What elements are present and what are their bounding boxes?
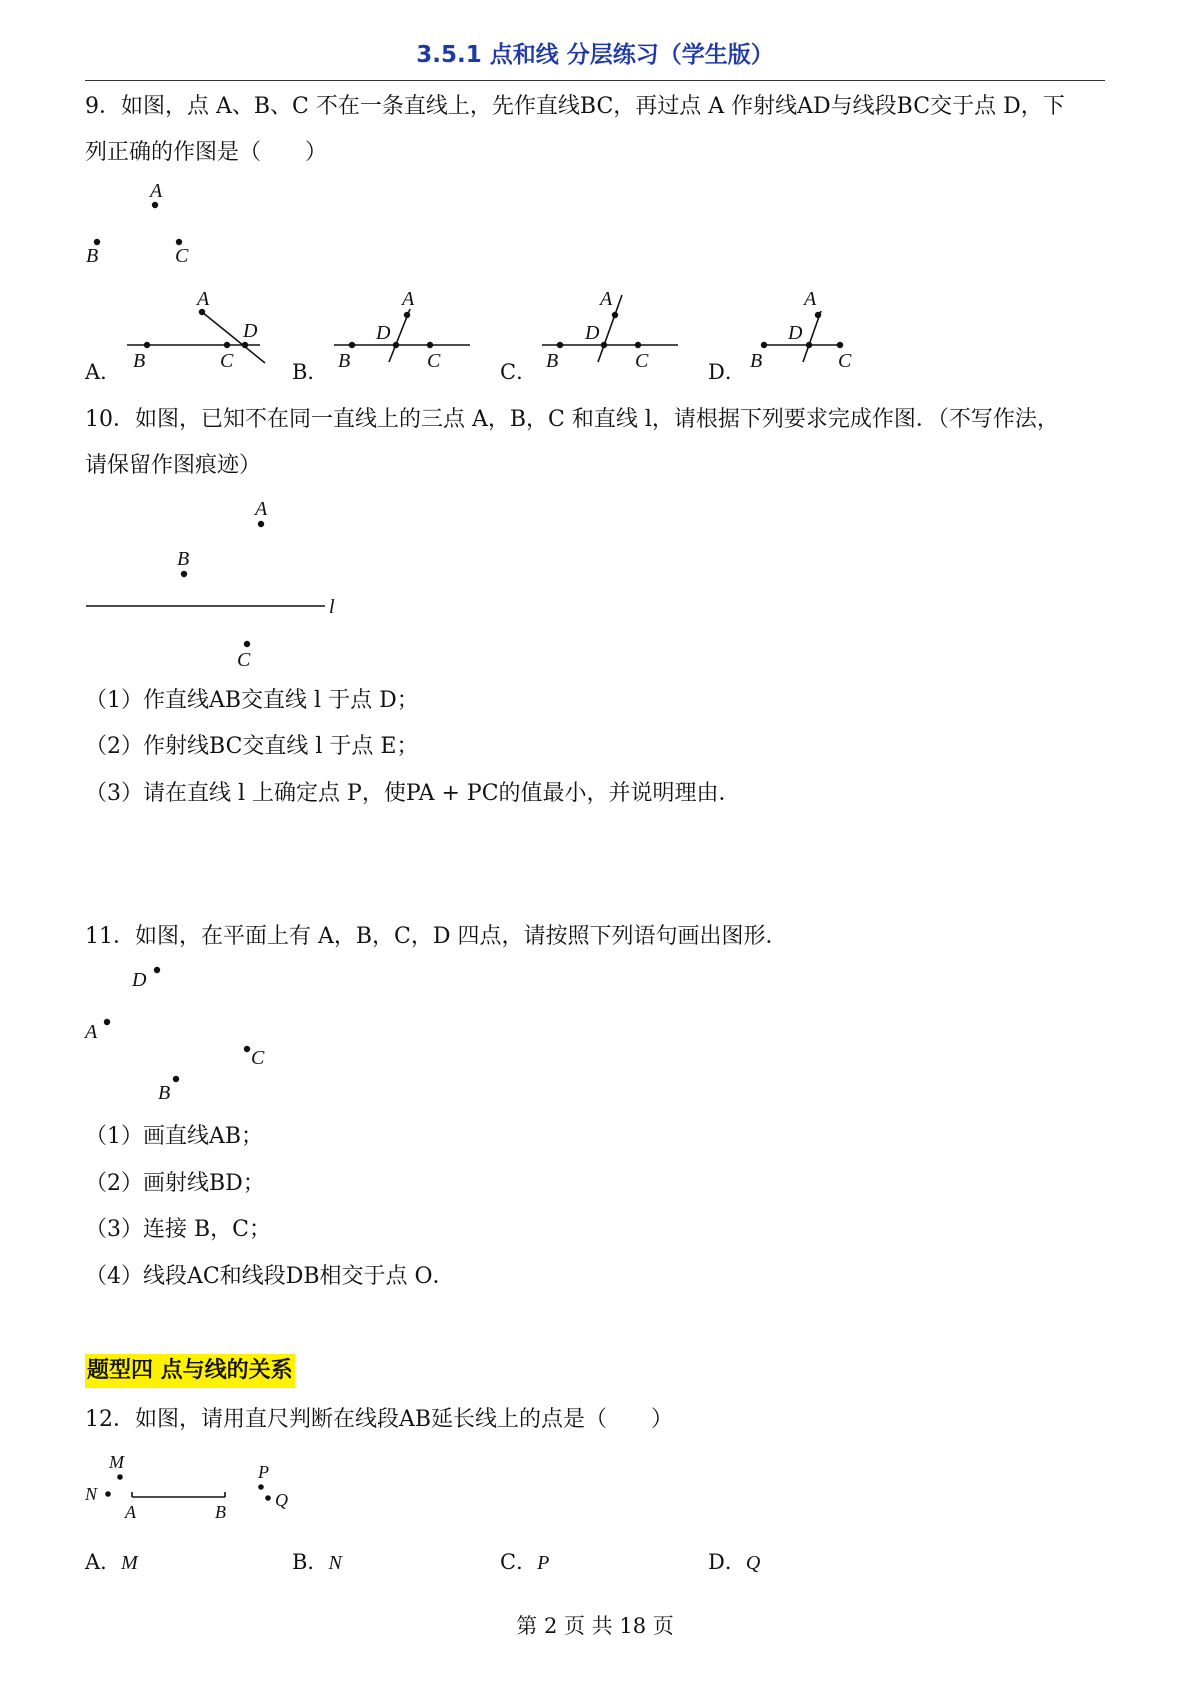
page-title: 3.5.1 点和线 分层练习（学生版） bbox=[416, 42, 774, 68]
q9-option-a-label: A． bbox=[85, 360, 122, 384]
q9c-label-a: A bbox=[600, 288, 613, 310]
q9-option-a-figure bbox=[125, 285, 270, 372]
q12-option-a bbox=[85, 1546, 138, 1576]
q9-option-c-label: C． bbox=[500, 360, 538, 384]
q9d-label-b: B bbox=[750, 350, 763, 372]
q11-label-a: A bbox=[85, 1021, 98, 1043]
q9-label-b: B bbox=[86, 245, 99, 267]
page-header bbox=[85, 30, 1105, 81]
q9-text-line1: 9．如图，点 A、B、C 不在一条直线上，先作直线BC，再过点 A 作射线AD与线段BC交于点 D，下 bbox=[85, 94, 1065, 119]
q12-point-n bbox=[105, 1491, 111, 1497]
q9c-point-c bbox=[635, 342, 641, 348]
q11-step-3: （3）连接 B，C； bbox=[85, 1217, 271, 1242]
q12-option-b bbox=[292, 1546, 342, 1576]
q12-point-q bbox=[265, 1495, 271, 1501]
q9a-point-b bbox=[144, 342, 150, 348]
q9a-label-a: A bbox=[197, 288, 210, 310]
q12-figure bbox=[80, 1450, 310, 1530]
q11-point-c bbox=[244, 1046, 250, 1052]
q9-option-b-figure bbox=[332, 285, 477, 372]
q12-point-p bbox=[258, 1484, 264, 1490]
q9-label-c: C bbox=[175, 245, 189, 267]
q11-step-4: （4）线段AC和线段DB相交于点 O． bbox=[85, 1264, 455, 1289]
q10-text-line1: 10．如图，已知不在同一直线上的三点 A，B，C 和直线 l，请根据下列要求完成作图．（不写作法， bbox=[85, 407, 1059, 432]
q9-figure bbox=[80, 175, 230, 275]
q9c-point-a bbox=[612, 312, 618, 318]
q10-step-1: （1）作直线AB交直线 l 于点 D； bbox=[85, 688, 419, 713]
q9d-point-b bbox=[761, 342, 767, 348]
q9d-label-c: C bbox=[838, 350, 852, 372]
q11-label-b: B bbox=[158, 1082, 171, 1104]
q9b-point-c bbox=[427, 342, 433, 348]
q9-text-line2: 列正确的作图是（ ） bbox=[85, 140, 328, 165]
q9c-point-d bbox=[601, 342, 607, 348]
q12-point-m bbox=[117, 1474, 123, 1480]
q9-point-a bbox=[152, 202, 158, 208]
q9d-point-c bbox=[837, 342, 843, 348]
q9b-point-b bbox=[349, 342, 355, 348]
q9b-label-b: B bbox=[338, 350, 351, 372]
q9c-label-c: C bbox=[635, 350, 649, 372]
q12-label-p: P bbox=[258, 1462, 269, 1482]
q11-step-2: （2）画射线BD； bbox=[85, 1171, 265, 1196]
q9-option-b-label: B． bbox=[292, 360, 329, 384]
q9a-label-c: C bbox=[220, 350, 234, 372]
q12-label-n: N bbox=[85, 1484, 98, 1504]
q12-option-d-value: Q bbox=[745, 1552, 761, 1574]
q9b-point-a bbox=[404, 312, 410, 318]
q12-option-c bbox=[500, 1546, 549, 1576]
q10-label-b: B bbox=[177, 548, 190, 570]
q10-point-a bbox=[258, 521, 264, 527]
q10-text-line2: 请保留作图痕迹） bbox=[85, 453, 262, 478]
q12-option-d-letter: D． bbox=[708, 1550, 746, 1574]
q12-label-a: A bbox=[125, 1502, 136, 1522]
section-heading: 题型四 点与线的关系 bbox=[85, 1354, 295, 1388]
q11-point-d bbox=[154, 967, 160, 973]
q11-text-line1: 11．如图，在平面上有 A，B，C，D 四点，请按照下列语句画出图形． bbox=[85, 924, 788, 949]
q12-option-d bbox=[708, 1546, 760, 1576]
q12-option-a-letter: A． bbox=[85, 1550, 122, 1574]
q12-label-m: M bbox=[109, 1452, 124, 1472]
q9-option-c-figure bbox=[540, 285, 685, 372]
q9b-point-d bbox=[393, 342, 399, 348]
q9d-label-d: D bbox=[788, 322, 803, 344]
q11-label-c: C bbox=[251, 1047, 265, 1069]
q9c-label-b: B bbox=[546, 350, 559, 372]
q10-label-a: A bbox=[255, 498, 268, 520]
q11-point-b bbox=[173, 1076, 179, 1082]
q9d-ray-ad bbox=[803, 311, 821, 362]
q11-figure bbox=[80, 960, 300, 1110]
q9a-point-d bbox=[242, 342, 248, 348]
q12-option-c-letter: C． bbox=[500, 1550, 538, 1574]
q12-label-b: B bbox=[215, 1502, 226, 1522]
q10-step-3: （3）请在直线 l 上确定点 P，使PA + PC的值最小，并说明理由． bbox=[85, 781, 741, 806]
q9-option-d-figure bbox=[748, 285, 868, 372]
q12-text-line1: 12．如图，请用直尺判断在线段AB延长线上的点是（ ） bbox=[85, 1407, 674, 1432]
q9d-label-a: A bbox=[804, 288, 817, 310]
q12-option-a-value: M bbox=[121, 1552, 138, 1574]
q9c-label-d: D bbox=[585, 322, 600, 344]
q10-point-b bbox=[181, 571, 187, 577]
q11-point-a bbox=[104, 1019, 110, 1025]
q10-step-2: （2）作射线BC交直线 l 于点 E； bbox=[85, 734, 419, 759]
q9d-point-d bbox=[806, 342, 812, 348]
q9-option-d-label: D． bbox=[708, 360, 746, 384]
q10-figure bbox=[80, 495, 360, 675]
q9b-label-c: C bbox=[427, 350, 441, 372]
q10-label-c: C bbox=[237, 649, 251, 671]
q9a-label-d: D bbox=[243, 320, 258, 342]
q11-label-d: D bbox=[132, 969, 147, 991]
q12-option-b-letter: B． bbox=[292, 1550, 329, 1574]
page-footer: 第 2 页 共 18 页 bbox=[516, 1614, 674, 1638]
q9-label-a: A bbox=[150, 180, 163, 202]
q10-point-c bbox=[244, 641, 250, 647]
q9a-point-c bbox=[224, 342, 230, 348]
q12-label-q: Q bbox=[275, 1490, 288, 1510]
q9b-label-d: D bbox=[376, 322, 391, 344]
q10-label-l: l bbox=[329, 596, 335, 618]
q12-option-b-value: N bbox=[328, 1552, 342, 1574]
q12-option-c-value: P bbox=[537, 1552, 550, 1574]
q9a-label-b: B bbox=[133, 350, 146, 372]
q9b-label-a: A bbox=[402, 288, 415, 310]
q9c-point-b bbox=[557, 342, 563, 348]
q9d-point-a bbox=[815, 312, 821, 318]
q11-step-1: （1）画直线AB； bbox=[85, 1124, 264, 1149]
